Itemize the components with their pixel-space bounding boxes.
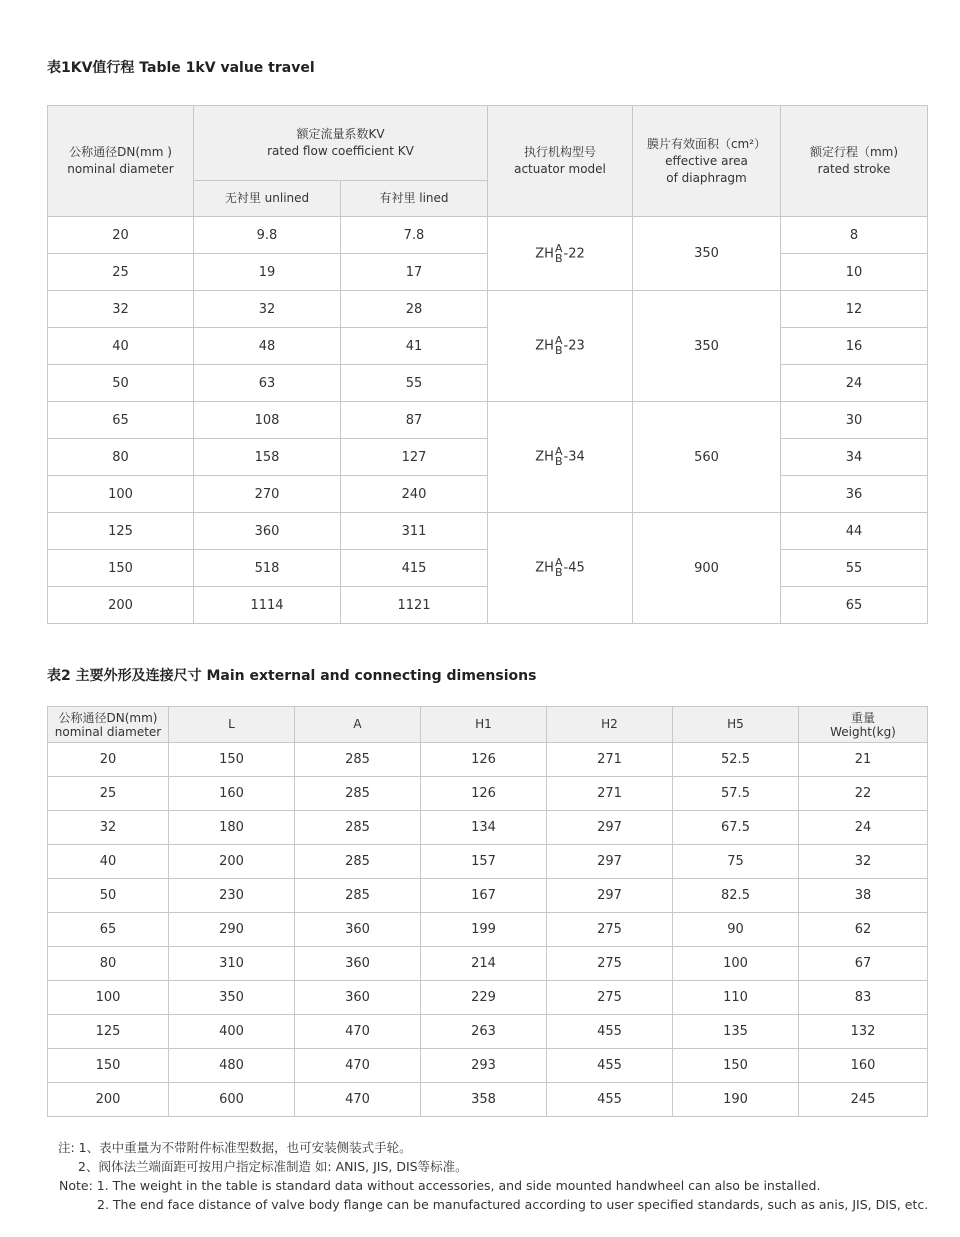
unlined-cell: 518	[194, 550, 341, 587]
model-sup: A	[554, 556, 563, 569]
a-cell: 470	[295, 1083, 421, 1117]
table-row	[48, 1049, 928, 1083]
lined-cell: 41	[341, 328, 488, 365]
table-row	[48, 1083, 928, 1117]
model-sup: A	[554, 241, 563, 255]
dn-cell: 100	[48, 476, 194, 513]
table1-title: 表1KV值行程 Table 1kV value travel	[47, 60, 315, 76]
stroke-header-cn: 额定行程（mm)	[809, 145, 899, 159]
weight-cell: 160	[799, 1049, 928, 1083]
dn-header-cn: 公称通径DN(mm)	[58, 710, 158, 725]
l-cell: 400	[169, 1015, 295, 1049]
h2-cell: 271	[547, 777, 673, 811]
l-cell: 200	[169, 845, 295, 879]
weight-cell: 83	[799, 981, 928, 1015]
model-variant	[555, 336, 563, 356]
model-suffix: -22	[563, 246, 585, 261]
area-cell: 560	[633, 402, 781, 513]
weight-cell: 132	[799, 1015, 928, 1049]
h5-cell: 100	[673, 947, 799, 981]
h2-cell: 455	[547, 1083, 673, 1117]
lined-cell: 28	[341, 291, 488, 328]
dn-cell: 100	[48, 981, 169, 1015]
h5-cell: 67.5	[673, 811, 799, 845]
dn-cell: 150	[48, 550, 194, 587]
area-header-en2: of diaphragm	[666, 170, 747, 185]
model-prefix: ZH	[535, 246, 554, 261]
actuator-model	[535, 447, 584, 467]
dn-cell: 65	[48, 402, 194, 439]
weight-cell: 24	[799, 811, 928, 845]
model-variant	[554, 241, 563, 265]
unlined-cell: 63	[194, 365, 341, 402]
notes	[58, 1138, 948, 1214]
weight-header-en: Weight(kg)	[830, 724, 896, 739]
table-row	[48, 743, 928, 777]
actuator-model	[535, 558, 584, 578]
h5-cell: 190	[673, 1083, 799, 1117]
stroke-cell: 16	[781, 328, 928, 365]
l-cell: 290	[169, 913, 295, 947]
model-suffix: -34	[563, 449, 585, 465]
lined-cell: 311	[341, 513, 488, 550]
h5-cell: 75	[673, 845, 799, 879]
weight-cell: 22	[799, 777, 928, 811]
dn-cell: 25	[48, 254, 194, 291]
model-prefix: ZH	[535, 449, 554, 465]
area-cell: 350	[633, 291, 781, 402]
a-cell: 285	[295, 743, 421, 777]
h1-cell: 293	[421, 1049, 547, 1083]
h5-cell: 52.5	[673, 743, 799, 777]
stroke-cell: 12	[781, 291, 928, 328]
actuator-header-en: actuator model	[514, 162, 606, 176]
stroke-cell: 55	[781, 550, 928, 587]
stroke-cell: 44	[781, 513, 928, 550]
a-cell: 285	[295, 879, 421, 913]
h2-cell: 455	[547, 1015, 673, 1049]
dn-cell: 25	[48, 777, 169, 811]
dn-cell: 150	[48, 1049, 169, 1083]
h1-cell: 167	[421, 879, 547, 913]
stroke-cell: 8	[781, 217, 928, 254]
stroke-cell: 30	[781, 402, 928, 439]
note-cn-1: 注: 1、表中重量为不带附件标准型数据，也可安装侧装式手轮。	[58, 1140, 412, 1155]
dn-cell: 20	[48, 743, 169, 777]
actuator-model	[535, 336, 584, 356]
h1-cell: 126	[421, 743, 547, 777]
table-row	[48, 1015, 928, 1049]
h5-header: H5	[673, 707, 799, 743]
actuator-model-cell	[488, 513, 633, 624]
dn-header	[48, 707, 169, 743]
lined-header: 有衬里 lined	[341, 181, 488, 217]
model-sub: B	[554, 455, 563, 468]
area-header-cn: 膜片有效面积（cm²）	[646, 136, 767, 151]
h2-cell: 275	[547, 947, 673, 981]
area-header-en1: effective area	[665, 153, 748, 168]
l-cell: 160	[169, 777, 295, 811]
h5-cell: 57.5	[673, 777, 799, 811]
stroke-cell: 10	[781, 254, 928, 291]
table-row	[48, 879, 928, 913]
kv-header-cn: 额定流量系数KV	[296, 127, 385, 141]
lined-cell: 415	[341, 550, 488, 587]
weight-cell: 32	[799, 845, 928, 879]
model-variant	[555, 558, 563, 578]
unlined-cell: 19	[194, 254, 341, 291]
h5-cell: 110	[673, 981, 799, 1015]
table-row	[48, 291, 928, 328]
area-cell: 900	[633, 513, 781, 624]
actuator-header-cn: 执行机构型号	[523, 145, 596, 159]
h2-cell: 455	[547, 1049, 673, 1083]
stroke-cell: 36	[781, 476, 928, 513]
a-cell: 285	[295, 845, 421, 879]
h1-cell: 126	[421, 777, 547, 811]
dn-cell: 20	[48, 217, 194, 254]
unlined-cell: 48	[194, 328, 341, 365]
a-cell: 360	[295, 981, 421, 1015]
dn-cell: 40	[48, 328, 194, 365]
table-row	[48, 981, 928, 1015]
dn-cell: 200	[48, 587, 194, 624]
lined-cell: 7.8	[341, 217, 488, 254]
h5-cell: 150	[673, 1049, 799, 1083]
unlined-cell: 108	[194, 402, 341, 439]
note-cn-2: 2、阀体法兰端面距可按用户指定标准制造 如: ANIS, JIS, DIS等标准。	[78, 1159, 468, 1174]
unlined-cell: 1114	[194, 587, 341, 624]
unlined-cell: 270	[194, 476, 341, 513]
dn-cell: 32	[48, 811, 169, 845]
dn-cell: 40	[48, 845, 169, 879]
actuator-model-cell	[488, 217, 633, 291]
a-cell: 360	[295, 913, 421, 947]
actuator-model	[535, 241, 585, 265]
table-row	[48, 513, 928, 550]
dn-cell: 80	[48, 947, 169, 981]
unlined-cell: 360	[194, 513, 341, 550]
a-header: A	[295, 707, 421, 743]
h1-cell: 157	[421, 845, 547, 879]
h2-cell: 297	[547, 845, 673, 879]
dn-cell: 125	[48, 513, 194, 550]
table-row	[48, 947, 928, 981]
lined-cell: 240	[341, 476, 488, 513]
table-row	[48, 845, 928, 879]
h2-header: H2	[547, 707, 673, 743]
table-row	[48, 402, 928, 439]
weight-cell: 21	[799, 743, 928, 777]
l-header: L	[169, 707, 295, 743]
dn-header	[48, 106, 194, 217]
stroke-header	[781, 106, 928, 217]
model-sub: B	[554, 566, 563, 579]
stroke-cell: 34	[781, 439, 928, 476]
h1-header: H1	[421, 707, 547, 743]
table-row	[48, 777, 928, 811]
h5-cell: 135	[673, 1015, 799, 1049]
table-row	[48, 811, 928, 845]
h5-cell: 90	[673, 913, 799, 947]
weight-header-cn: 重量	[850, 710, 875, 725]
unlined-header: 无衬里 unlined	[194, 181, 341, 217]
model-suffix: -45	[563, 560, 585, 576]
actuator-header	[488, 106, 633, 217]
lined-cell: 87	[341, 402, 488, 439]
dn-cell: 50	[48, 365, 194, 402]
h2-cell: 271	[547, 743, 673, 777]
model-variant	[555, 447, 563, 467]
model-sup: A	[554, 445, 563, 458]
dn-cell: 200	[48, 1083, 169, 1117]
unlined-cell: 9.8	[194, 217, 341, 254]
kv-header	[194, 106, 488, 181]
h1-cell: 214	[421, 947, 547, 981]
table-row	[48, 217, 928, 254]
h1-cell: 229	[421, 981, 547, 1015]
weight-cell: 62	[799, 913, 928, 947]
weight-cell: 38	[799, 879, 928, 913]
model-prefix: ZH	[535, 338, 554, 354]
table2-title: 表2 主要外形及连接尺寸 Main external and connecting dimensions	[47, 668, 537, 684]
table-row	[48, 913, 928, 947]
actuator-model-cell	[488, 402, 633, 513]
weight-header	[799, 707, 928, 743]
stroke-header-en: rated stroke	[817, 162, 891, 176]
h1-cell: 358	[421, 1083, 547, 1117]
kv-header-en: rated flow coefficient KV	[267, 144, 414, 158]
h2-cell: 275	[547, 913, 673, 947]
model-prefix: ZH	[535, 560, 554, 576]
dn-cell: 125	[48, 1015, 169, 1049]
h5-cell: 82.5	[673, 879, 799, 913]
dn-cell: 50	[48, 879, 169, 913]
weight-cell: 67	[799, 947, 928, 981]
note-en-2: 2. The end face distance of valve body flange can be manufactured according to user specified standards, such as anis, JIS, DIS, etc.	[97, 1197, 929, 1212]
area-cell: 350	[633, 217, 781, 291]
l-cell: 600	[169, 1083, 295, 1117]
kv-value-table	[47, 105, 928, 624]
dimensions-table	[47, 706, 928, 1117]
dn-cell: 80	[48, 439, 194, 476]
unlined-cell: 158	[194, 439, 341, 476]
h2-cell: 275	[547, 981, 673, 1015]
model-sup: A	[554, 334, 563, 347]
a-cell: 285	[295, 811, 421, 845]
l-cell: 230	[169, 879, 295, 913]
model-sub: B	[554, 251, 563, 265]
h1-cell: 134	[421, 811, 547, 845]
l-cell: 480	[169, 1049, 295, 1083]
h1-cell: 263	[421, 1015, 547, 1049]
lined-cell: 17	[341, 254, 488, 291]
a-cell: 470	[295, 1015, 421, 1049]
dn-header-cn: 公称通径DN(mm )	[69, 145, 172, 159]
dn-header-en: nominal diameter	[67, 162, 174, 176]
l-cell: 350	[169, 981, 295, 1015]
model-suffix: -23	[563, 338, 585, 354]
l-cell: 180	[169, 811, 295, 845]
lined-cell: 55	[341, 365, 488, 402]
lined-cell: 127	[341, 439, 488, 476]
lined-cell: 1121	[341, 587, 488, 624]
dn-cell: 32	[48, 291, 194, 328]
a-cell: 470	[295, 1049, 421, 1083]
stroke-cell: 24	[781, 365, 928, 402]
note-en-1: Note: 1. The weight in the table is standard data without accessories, and side mounted handwheel can also be installed.	[59, 1178, 821, 1193]
l-cell: 310	[169, 947, 295, 981]
unlined-cell: 32	[194, 291, 341, 328]
l-cell: 150	[169, 743, 295, 777]
stroke-cell: 65	[781, 587, 928, 624]
area-header	[633, 106, 781, 217]
a-cell: 360	[295, 947, 421, 981]
weight-cell: 245	[799, 1083, 928, 1117]
h2-cell: 297	[547, 879, 673, 913]
h1-cell: 199	[421, 913, 547, 947]
dn-header-en: nominal diameter	[54, 724, 162, 739]
actuator-model-cell	[488, 291, 633, 402]
dn-cell: 65	[48, 913, 169, 947]
h2-cell: 297	[547, 811, 673, 845]
model-sub: B	[554, 344, 563, 357]
a-cell: 285	[295, 777, 421, 811]
